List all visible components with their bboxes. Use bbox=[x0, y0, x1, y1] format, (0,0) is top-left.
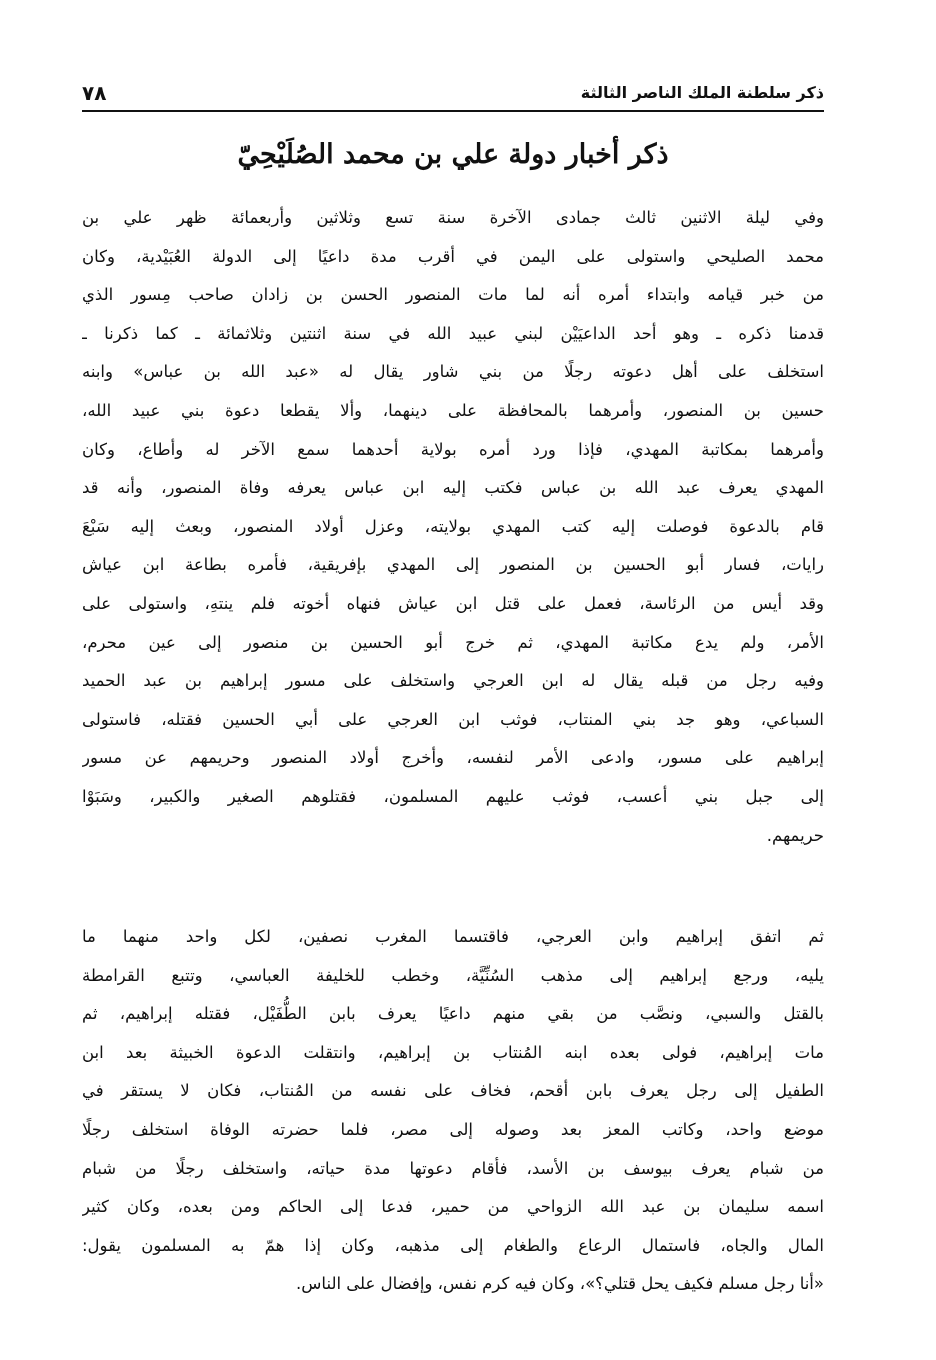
header-divider bbox=[82, 110, 824, 112]
text-line: وفي ليلة الاثنين ثالث جمادى الآخرة سنة تسع وثلاثين وأربعمائة ظهر علي بن bbox=[82, 208, 824, 227]
text-line: وأمرهما بمكاتبة المهدي، فإذا ورد أمره بولاية أحدهما سمع الآخر له وأطاع، وكان bbox=[82, 439, 824, 459]
text-line: الأمر، ولم يدع مكاتبة المهدي، ثم خرج أبو الحسين بن منصور إلى عين محرم، bbox=[82, 632, 824, 652]
text-line: وقد أيس من الرئاسة، فعمل على قتل ابن عياش فنهاه أخوته فلم ينتهِ، واستولى على bbox=[82, 593, 824, 613]
text-line: استخلف على أهل دعوته رجلًا من بني شاور يقال له «عبد الله بن عباس» وابنه bbox=[82, 362, 824, 382]
text-line: «أنا رجل مسلم فكيف يحل قتلي؟»، وكان فيه كرم نفس، وإفضال على الناس. bbox=[296, 1274, 824, 1294]
text-line: حريمهم. bbox=[766, 825, 824, 845]
text-line: حسين بن المنصور، وأمرهما بالمحافظة على دينهما، وألا يقطعا دعوة بني عبيد الله، bbox=[82, 400, 824, 420]
text-line: اسمه سليمان بن عبد الله الزواحي من حمير، فدعا إلى الحاكم ومن بعده، وكان كثير bbox=[82, 1197, 824, 1217]
text-line: المهدي يعرف عبد الله بن عباس فكتب إليه ابن عباس يعرفه وفاة المنصور، وأنه قد bbox=[82, 478, 824, 498]
paragraph-1 bbox=[82, 199, 824, 855]
chapter-title: ذكر أخبار دولة علي بن محمد الصُلَيْحِيّ bbox=[237, 139, 669, 170]
text-line: إلى جبل بني أعسب، فوثب عليهم المسلمون، فقتلوهم الصغير والكبير، وسَبَوْا bbox=[82, 786, 824, 806]
text-line: إبراهيم على مسور، وادعى الأمر لنفسه، وأخرج أولاد المنصور وحريمهم عن مسور bbox=[82, 748, 824, 768]
text-line: محمد الصليحي واستولى على اليمن في أقرب مدة داعيًا إلى الدولة العُبَيْدية، وكان bbox=[82, 246, 824, 266]
text-line: من شبام يعرف بيوسف بن الأسد، فأقام دعوتها مدة حياته، واستخلف رجلًا من شبام bbox=[82, 1158, 824, 1178]
text-line: ثم اتفق إبراهيم وابن العرجي، فاقتسما المغرب نصفين، لكل واحد منهما ما bbox=[82, 927, 824, 946]
text-line: موضع واحد، وكاتب المعز بعد وصوله إلى مصر، فلما حضرته الوفاة استخلف رجلًا bbox=[82, 1119, 824, 1139]
text-line: السباعي، وهو جد بني المنتاب، فوثب ابن العرجي على أبي الحسين فقتله، فاستولى bbox=[82, 709, 824, 729]
paragraph-2 bbox=[82, 918, 824, 1304]
text-line: قدمنا ذكره ـ وهو أحد الداعيَيْن لبني عبيد الله في سنة اثنتين وثلاثمائة ـ كما ذكرنا ـ bbox=[82, 323, 824, 343]
text-line: وفيه رجل من قبله يقال له ابن العرجي واستخلف على مسور إبراهيم بن عبد الحميد bbox=[82, 671, 824, 691]
page-number: ٧٨ bbox=[82, 81, 107, 105]
text-line: يليه، ورجع إبراهيم إلى مذهب السُنِّيَّة، وخطب للخليفة العباسي، وتتبع القرامطة bbox=[82, 965, 824, 985]
text-line: الطفيل إلى رجل يعرف بابن أقحم، فخاف على نفسه من المُنتاب، فكان لا يستقر في bbox=[82, 1081, 824, 1101]
text-line: مات إبراهيم، فولى بعده ابنه المُنتاب بن إبراهيم، وانتقلت الدعوة الخبيثة بعد ابن bbox=[82, 1042, 824, 1062]
text-line: المال والجاه، فاستمال الرعاع والطغام إلى مذهبه، وكان إذا همّ به المسلمون يقول: bbox=[82, 1235, 824, 1255]
running-header bbox=[82, 74, 824, 106]
text-line: قام بالدعوة فوصلت إليه كتب المهدي بولايته، وعزل أولاد المنصور، وبعث إليه سَبْعَ bbox=[82, 516, 824, 536]
text-line: من خبر قيامه وابتداء أمره أنه لما مات المنصور الحسن بن زادان صاحب مِسور الذي bbox=[82, 285, 824, 305]
text-line: رايات، فسار أبو الحسين بن المنصور إلى المهدي بإفريقية، فأمره بطاعة ابن عياش bbox=[82, 555, 824, 575]
running-title: ذكر سلطنة الملك الناصر الثالثة bbox=[580, 83, 824, 102]
text-line: بالقتل والسبي، ونصَّب من بقي منهم داعيًا يعرف بابن الطُّفَيْل، فقتله إبراهيم، ثم bbox=[82, 1004, 824, 1024]
